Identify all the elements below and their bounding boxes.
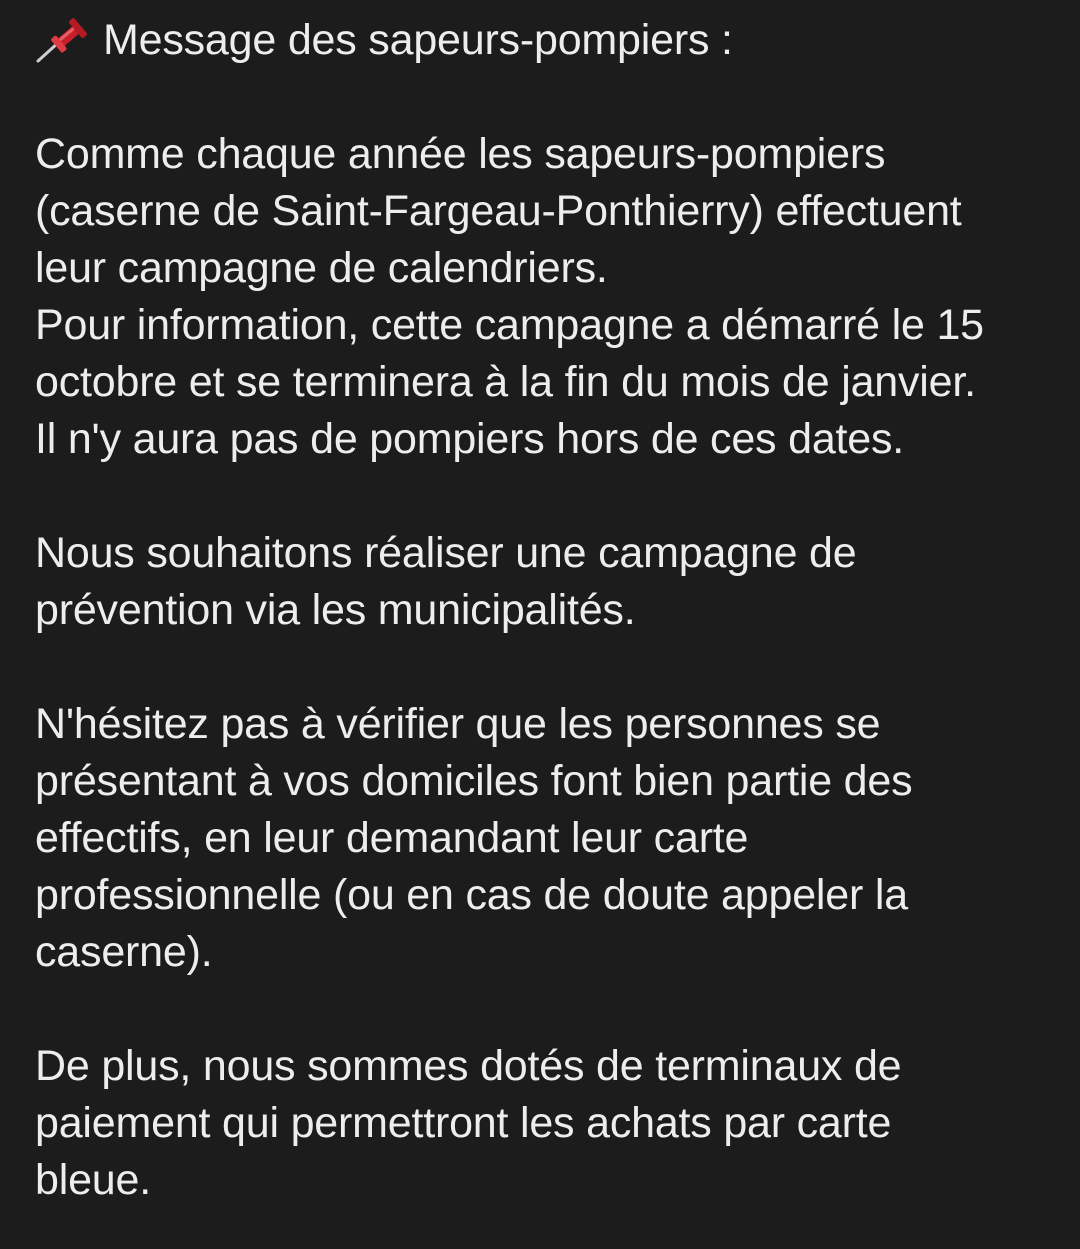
text-line: Comme chaque année les sapeurs-pompiers (35, 130, 886, 178)
text-line: De plus, nous sommes dotés de terminaux de (35, 1042, 902, 1090)
text-line: prévention via les municipalités. (35, 586, 636, 634)
text-line: professionnelle (ou en cas de doute appeler la (35, 871, 908, 919)
text-line: octobre et se terminera à la fin du mois de janvier. (35, 358, 976, 406)
paragraph-payment (35, 1038, 1055, 1209)
message-body (35, 12, 1055, 1209)
paragraph-spacer (35, 468, 1055, 525)
text-line: N'hésitez pas à vérifier que les personnes se (35, 700, 881, 748)
paragraph-verification (35, 696, 1055, 981)
pushpin-icon (35, 18, 87, 64)
paragraph-spacer (35, 981, 1055, 1038)
text-line: Pour information, cette campagne a démarré le 15 (35, 301, 984, 349)
text-line: leur campagne de calendriers. (35, 244, 608, 292)
paragraph-prevention (35, 525, 1055, 639)
paragraph-spacer (35, 639, 1055, 696)
text-line: effectifs, en leur demandant leur carte (35, 814, 749, 862)
text-line: Nous souhaitons réaliser une campagne de (35, 529, 857, 577)
paragraph-campaign (35, 126, 1055, 468)
text-line: paiement qui permettront les achats par carte (35, 1099, 892, 1147)
message-title: Message des sapeurs-pompiers : (103, 16, 733, 64)
text-line: Il n'y aura pas de pompiers hors de ces dates. (35, 415, 905, 463)
text-line: caserne). (35, 928, 213, 976)
text-line: (caserne de Saint-Fargeau-Ponthierry) effectuent (35, 187, 962, 235)
text-line: présentant à vos domiciles font bien partie des (35, 757, 913, 805)
paragraph-spacer (35, 69, 1055, 126)
text-line: bleue. (35, 1156, 151, 1204)
message-title-row (35, 12, 1055, 69)
